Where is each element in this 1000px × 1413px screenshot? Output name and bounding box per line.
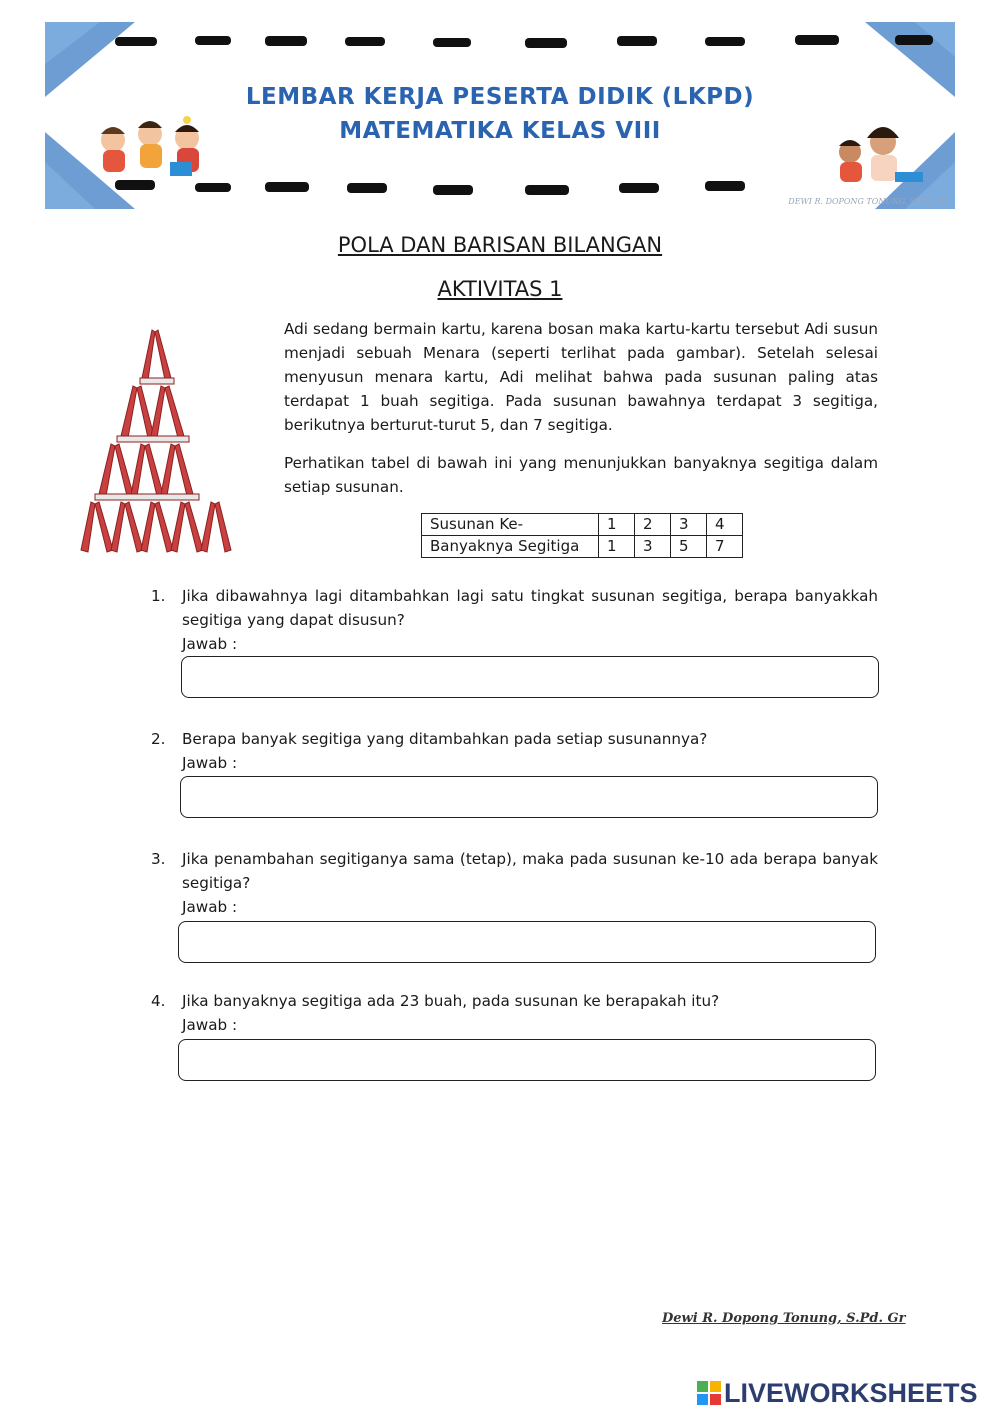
question-number: 2.	[151, 730, 166, 748]
activity-heading: AKTIVITAS 1	[437, 277, 563, 301]
answer-box-2[interactable]	[180, 776, 878, 818]
answer-box-1[interactable]	[181, 656, 879, 698]
header-banner	[45, 22, 955, 209]
answer-label: Jawab :	[182, 635, 238, 653]
answer-label: Jawab :	[182, 1016, 238, 1034]
question-number: 4.	[151, 992, 166, 1010]
table-cell: 7	[707, 536, 743, 558]
answer-box-3[interactable]	[178, 921, 876, 963]
table-cell: 4	[707, 514, 743, 536]
liveworksheets-brand[interactable]	[697, 1378, 978, 1408]
answer-label: Jawab :	[182, 754, 238, 772]
card-tower-image	[45, 318, 260, 558]
table-cell: 1	[599, 514, 635, 536]
table-cell-label: Banyaknya Segitiga	[422, 536, 599, 558]
liveworksheets-logo-icon	[697, 1381, 721, 1405]
answer-label: Jawab :	[182, 898, 238, 916]
table-row	[422, 514, 743, 536]
banner-title-line1: LEMBAR KERJA PESERTA DIDIK (LKPD)	[245, 84, 755, 110]
intro-paragraph-1: Adi sedang bermain kartu, karena bosan maka kartu-kartu tersebut Adi susun menjadi sebuah Menara (seperti terlihat pada gambar). Setelah selesai menyusun menara kartu, Adi melihat bahwa pada susunan paling atas terdapat 1 buah segitiga. Pada susunan bawahnya terdapat 3 segitiga, berikutnya berturut-turut 5, dan 7 segitiga.	[284, 320, 878, 434]
triangle-pattern-table	[421, 513, 743, 558]
table-cell: 5	[671, 536, 707, 558]
question-2	[151, 727, 878, 775]
answer-box-4[interactable]	[178, 1039, 876, 1081]
table-cell: 3	[671, 514, 707, 536]
question-number: 3.	[151, 850, 166, 868]
question-text: Jika penambahan segitiganya sama (tetap), maka pada susunan ke-10 ada berapa banyak segitiga?	[182, 850, 878, 892]
question-1	[151, 584, 878, 656]
author-signature: Dewi R. Dopong Tonung, S.Pd. Gr	[662, 1311, 906, 1326]
question-text: Berapa banyak segitiga yang ditambahkan pada setiap susunannya?	[182, 730, 708, 748]
table-row	[422, 536, 743, 558]
intro-paragraph-2: Perhatikan tabel di bawah ini yang menunjukkan banyaknya segitiga dalam setiap susunan.	[284, 454, 878, 496]
table-cell: 1	[599, 536, 635, 558]
question-4	[151, 989, 878, 1037]
question-text: Jika dibawahnya lagi ditambahkan lagi satu tingkat susunan segitiga, berapa banyakkah segitiga yang dapat disusun?	[182, 587, 878, 629]
question-text: Jika banyaknya segitiga ada 23 buah, pada susunan ke berapakah itu?	[182, 992, 720, 1010]
banner-signature: DEWI R. DOPONG TONUNG, S.PD, GR	[788, 197, 947, 206]
topic-heading: POLA DAN BARISAN BILANGAN	[337, 233, 663, 257]
question-number: 1.	[151, 587, 166, 605]
table-cell-label: Susunan Ke-	[422, 514, 599, 536]
table-cell: 3	[635, 536, 671, 558]
banner-decoration	[45, 22, 955, 209]
banner-title-line2: MATEMATIKA KELAS VIII	[339, 118, 661, 144]
question-3	[151, 847, 878, 919]
table-cell: 2	[635, 514, 671, 536]
liveworksheets-text: LIVEWORKSHEETS	[724, 1377, 978, 1408]
